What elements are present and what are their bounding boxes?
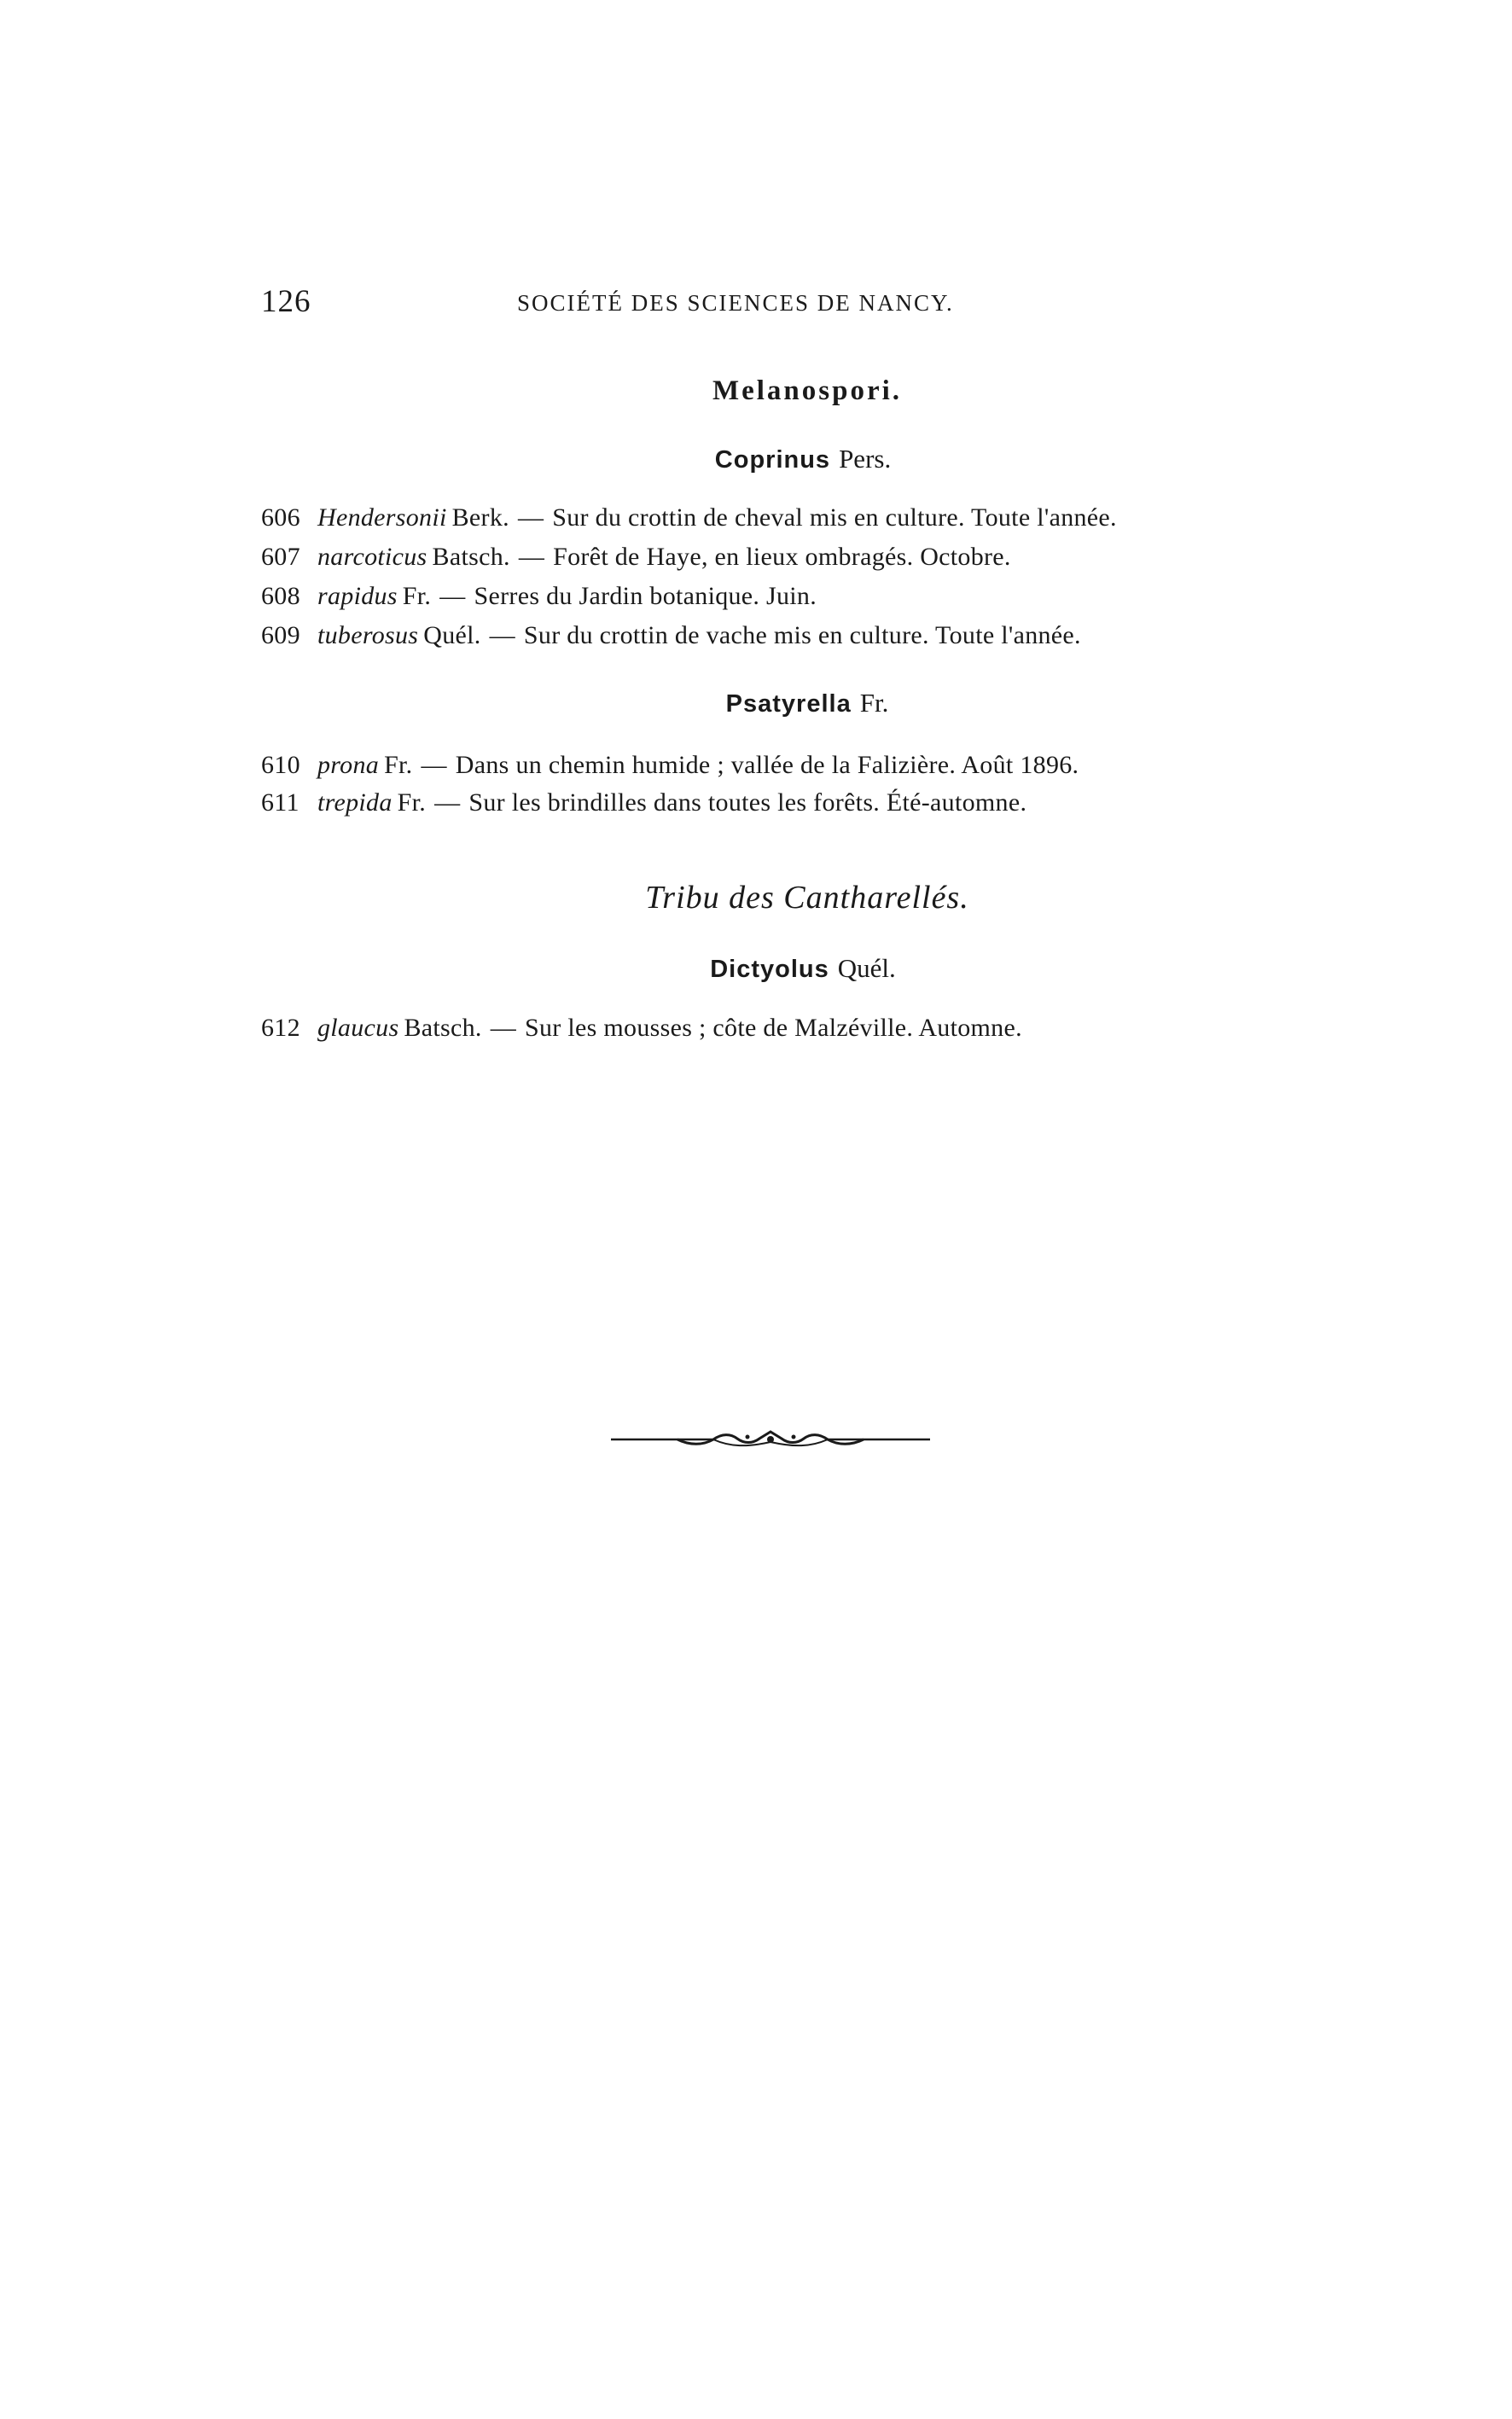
entry-number: 608 (261, 582, 300, 610)
species-author: Batsch. (404, 1014, 482, 1042)
entry-dash: — (490, 1014, 517, 1042)
genus-author: Fr. (859, 688, 889, 718)
entry-text: Serres du Jardin botanique. Juin. (474, 582, 817, 610)
species-entry (261, 751, 1079, 780)
genus-author: Pers. (839, 444, 892, 474)
entry-text: Sur les brindilles dans toutes les forêts. Été-automne. (468, 788, 1027, 817)
group-heading: Melanospori. (712, 375, 903, 406)
species-entry (261, 788, 1026, 817)
species-author: Batsch. (432, 543, 510, 571)
entry-number: 612 (261, 1014, 300, 1042)
genus-name: Coprinus (714, 446, 831, 474)
species-author: Berk. (451, 503, 509, 532)
entry-dash: — (517, 503, 544, 532)
species-epithet: Hendersonii (317, 503, 447, 532)
species-epithet: trepida (317, 788, 393, 817)
species-epithet: glaucus (317, 1014, 399, 1042)
entry-dash: — (434, 788, 461, 817)
species-entry (261, 621, 1081, 650)
entry-dash: — (439, 582, 466, 610)
entry-number: 609 (261, 621, 300, 649)
species-entry (261, 503, 1117, 532)
entry-text: Sur du crottin de cheval mis en culture. Toute l'année. (552, 503, 1117, 532)
genus-heading (261, 953, 1276, 984)
genus-author: Quél. (837, 953, 896, 983)
species-author: Fr. (384, 751, 413, 779)
genus-name: Dictyolus (710, 956, 829, 983)
tribe-heading: Tribu des Cantharellés. (645, 880, 969, 916)
species-epithet: prona (317, 751, 380, 779)
entry-number: 611 (261, 788, 299, 817)
entry-number: 610 (261, 751, 300, 779)
species-epithet: tuberosus (317, 621, 419, 649)
species-epithet: rapidus (317, 582, 398, 610)
entry-number: 606 (261, 503, 300, 532)
genus-heading (261, 688, 1276, 718)
species-entry (261, 582, 817, 611)
genus-heading (261, 444, 1276, 474)
entry-dash: — (421, 751, 447, 779)
species-author: Quél. (423, 621, 481, 649)
entry-text: Forêt de Haye, en lieux ombragés. Octobre. (553, 543, 1011, 571)
entry-dash: — (489, 621, 515, 649)
species-author: Fr. (402, 582, 432, 610)
running-head (261, 283, 1276, 326)
entry-text: Dans un chemin humide ; vallée de la Falizière. Août 1896. (455, 751, 1079, 779)
entry-text: Sur du crottin de vache mis en culture. Toute l'année. (523, 621, 1081, 649)
journal-title: SOCIÉTÉ DES SCIENCES DE NANCY. (517, 290, 954, 316)
species-entry (261, 1014, 1022, 1043)
fleuron-divider-icon (611, 1427, 930, 1452)
page-number: 126 (261, 284, 311, 319)
entry-dash: — (518, 543, 545, 571)
entry-number: 607 (261, 543, 300, 571)
species-epithet: narcoticus (317, 543, 427, 571)
genus-name: Psatyrella (725, 690, 852, 718)
species-entry (261, 543, 1011, 572)
entry-text: Sur les mousses ; côte de Malzéville. Automne. (525, 1014, 1022, 1042)
species-author: Fr. (397, 788, 427, 817)
